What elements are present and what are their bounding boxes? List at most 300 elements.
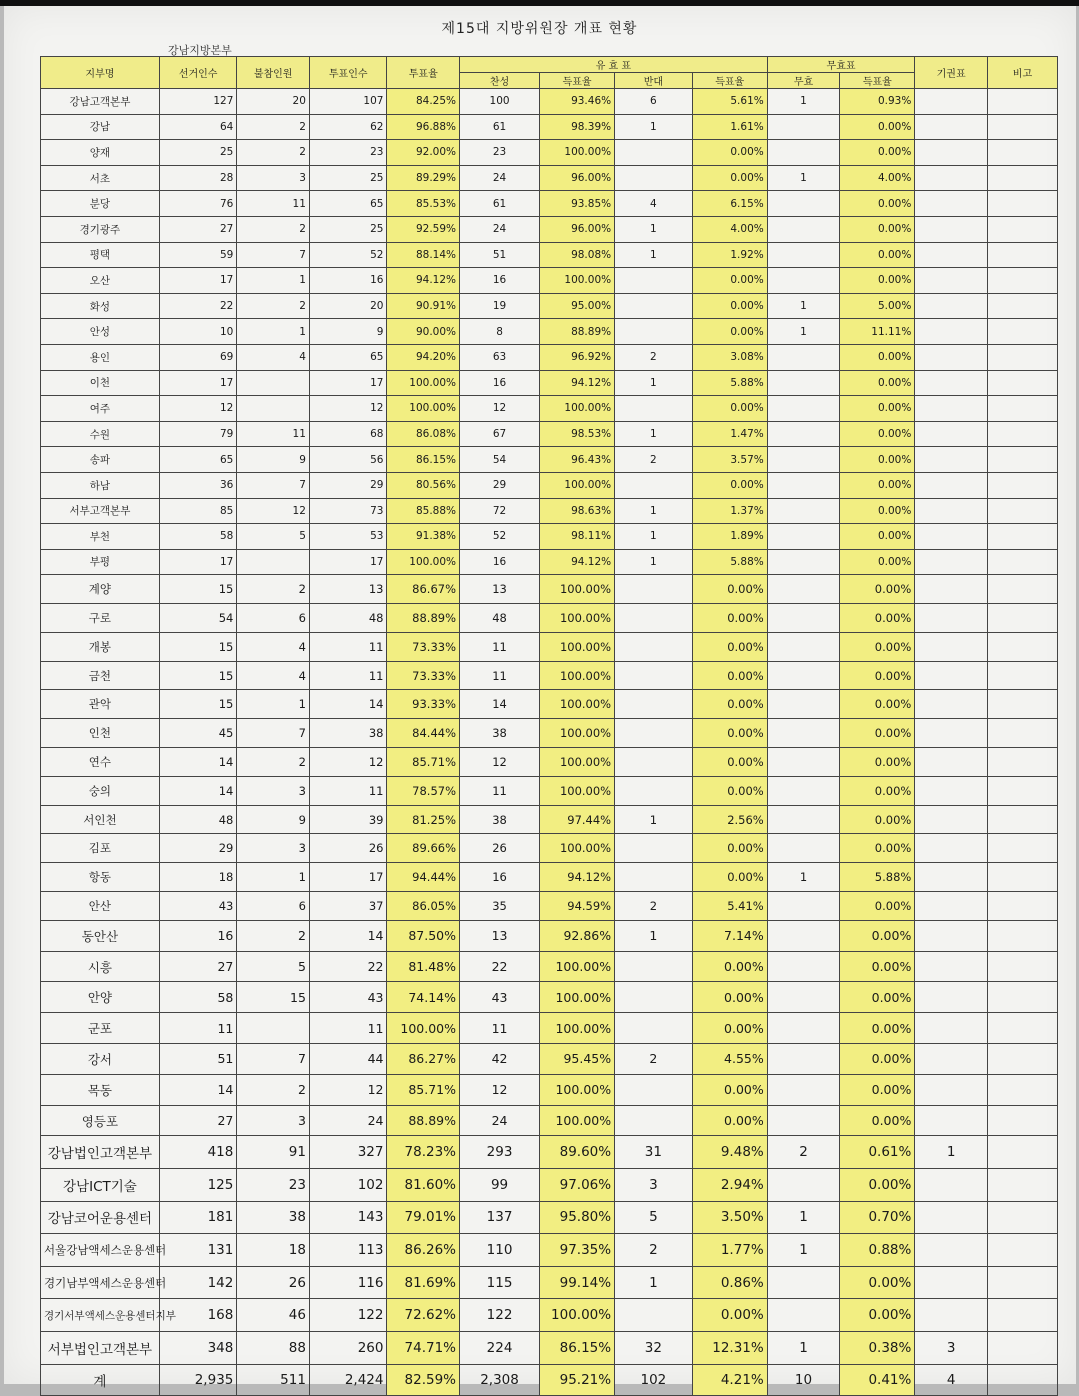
electorate-cell: 69 <box>159 344 237 370</box>
invalid-rate-cell: 0.00% <box>840 549 915 575</box>
approve-rate-cell: 98.08% <box>540 242 615 268</box>
invalid-rate-cell: 11.11% <box>840 319 915 345</box>
oppose-cell: 32 <box>615 1331 693 1364</box>
turnout-cell: 72.62% <box>387 1299 460 1332</box>
absent-cell: 7 <box>237 1044 310 1075</box>
absent-cell: 46 <box>237 1299 310 1332</box>
invalid-count-cell <box>767 1105 840 1136</box>
electorate-cell: 18 <box>159 863 237 892</box>
table-row <box>41 498 1058 524</box>
branch-name-cell: 강서 <box>41 1044 160 1075</box>
turnout-cell: 81.60% <box>387 1169 460 1202</box>
remarks-cell <box>987 1013 1057 1044</box>
voters-cell: 56 <box>309 447 387 473</box>
branch-name-cell: 수원 <box>41 421 160 447</box>
invalid-rate-cell: 0.00% <box>840 1074 915 1105</box>
approve-cell: 99 <box>460 1169 540 1202</box>
approve-rate-cell: 100.00% <box>540 1299 615 1332</box>
turnout-cell: 87.50% <box>387 920 460 951</box>
table-body <box>41 89 1058 1396</box>
table-row <box>41 1136 1058 1169</box>
table-row <box>41 1331 1058 1364</box>
table-row <box>41 216 1058 242</box>
approve-rate-cell: 100.00% <box>540 719 615 748</box>
approve-cell: 293 <box>460 1136 540 1169</box>
remarks-cell <box>987 632 1057 661</box>
turnout-cell: 81.69% <box>387 1266 460 1299</box>
approve-cell: 13 <box>460 920 540 951</box>
table-row <box>41 268 1058 294</box>
branch-name-cell: 부천 <box>41 524 160 550</box>
oppose-rate-cell: 0.00% <box>692 1013 767 1044</box>
electorate-cell: 14 <box>159 776 237 805</box>
oppose-rate-cell: 1.47% <box>692 421 767 447</box>
approve-rate-cell: 88.89% <box>540 319 615 345</box>
approve-rate-cell: 100.00% <box>540 140 615 166</box>
remarks-cell <box>987 982 1057 1013</box>
table-row <box>41 834 1058 863</box>
approve-cell: 16 <box>460 549 540 575</box>
branch-name-cell: 연수 <box>41 748 160 777</box>
oppose-rate-cell: 0.00% <box>692 1105 767 1136</box>
abstain-cell <box>915 549 988 575</box>
turnout-cell: 92.59% <box>387 216 460 242</box>
header-branch: 지부명 <box>41 57 160 89</box>
table-row <box>41 1044 1058 1075</box>
absent-cell: 23 <box>237 1169 310 1202</box>
abstain-cell <box>915 1169 988 1202</box>
abstain-cell <box>915 1105 988 1136</box>
electorate-cell: 15 <box>159 632 237 661</box>
invalid-count-cell <box>767 447 840 473</box>
branch-name-cell: 숭의 <box>41 776 160 805</box>
approve-cell: 26 <box>460 834 540 863</box>
electorate-cell: 11 <box>159 1013 237 1044</box>
electorate-cell: 58 <box>159 524 237 550</box>
branch-name-cell: 김포 <box>41 834 160 863</box>
invalid-count-cell: 2 <box>767 1136 840 1169</box>
invalid-count-cell <box>767 114 840 140</box>
electorate-cell: 76 <box>159 191 237 217</box>
abstain-cell <box>915 165 988 191</box>
table-row <box>41 344 1058 370</box>
remarks-cell <box>987 834 1057 863</box>
turnout-cell: 85.88% <box>387 498 460 524</box>
table-row <box>41 1074 1058 1105</box>
electorate-cell: 125 <box>159 1169 237 1202</box>
branch-name-cell: 인천 <box>41 719 160 748</box>
invalid-count-cell: 1 <box>767 89 840 115</box>
remarks-cell <box>987 776 1057 805</box>
invalid-count-cell: 1 <box>767 293 840 319</box>
branch-name-cell: 여주 <box>41 396 160 422</box>
oppose-rate-cell: 0.00% <box>692 268 767 294</box>
approve-cell: 22 <box>460 951 540 982</box>
abstain-cell <box>915 776 988 805</box>
oppose-cell <box>615 982 693 1013</box>
voters-cell: 11 <box>309 1013 387 1044</box>
invalid-count-cell <box>767 498 840 524</box>
remarks-cell <box>987 498 1057 524</box>
total-approve-cell: 2,308 <box>460 1364 540 1395</box>
table-row <box>41 549 1058 575</box>
invalid-count-cell <box>767 1299 840 1332</box>
turnout-cell: 85.53% <box>387 191 460 217</box>
electorate-cell: 17 <box>159 370 237 396</box>
electorate-cell: 59 <box>159 242 237 268</box>
branch-name-cell: 송파 <box>41 447 160 473</box>
approve-cell: 16 <box>460 370 540 396</box>
approve-rate-cell: 95.00% <box>540 293 615 319</box>
approve-rate-cell: 94.59% <box>540 892 615 921</box>
voters-cell: 17 <box>309 549 387 575</box>
branch-name-cell: 서인천 <box>41 805 160 834</box>
approve-rate-cell: 97.06% <box>540 1169 615 1202</box>
oppose-rate-cell: 6.15% <box>692 191 767 217</box>
oppose-rate-cell: 7.14% <box>692 920 767 951</box>
table-row <box>41 370 1058 396</box>
branch-name-cell: 양재 <box>41 140 160 166</box>
approve-cell: 137 <box>460 1201 540 1234</box>
voters-cell: 11 <box>309 632 387 661</box>
approve-cell: 122 <box>460 1299 540 1332</box>
electorate-cell: 64 <box>159 114 237 140</box>
invalid-count-cell <box>767 776 840 805</box>
turnout-cell: 100.00% <box>387 396 460 422</box>
abstain-cell <box>915 447 988 473</box>
oppose-rate-cell: 0.00% <box>692 632 767 661</box>
oppose-rate-cell: 0.00% <box>692 604 767 633</box>
oppose-rate-cell: 0.86% <box>692 1266 767 1299</box>
approve-rate-cell: 97.35% <box>540 1234 615 1267</box>
invalid-rate-cell: 5.88% <box>840 863 915 892</box>
oppose-rate-cell: 0.00% <box>692 319 767 345</box>
oppose-cell: 1 <box>615 421 693 447</box>
header-invalid: 무효표 <box>767 57 915 73</box>
approve-cell: 24 <box>460 216 540 242</box>
oppose-cell <box>615 863 693 892</box>
abstain-cell <box>915 293 988 319</box>
voters-cell: 143 <box>309 1201 387 1234</box>
electorate-cell: 181 <box>159 1201 237 1234</box>
oppose-cell <box>615 1013 693 1044</box>
electorate-cell: 16 <box>159 920 237 951</box>
oppose-cell <box>615 293 693 319</box>
header-absent: 불참인원 <box>237 57 310 89</box>
turnout-cell: 78.23% <box>387 1136 460 1169</box>
abstain-cell <box>915 1266 988 1299</box>
invalid-rate-cell: 0.00% <box>840 1299 915 1332</box>
oppose-cell <box>615 632 693 661</box>
absent-cell: 26 <box>237 1266 310 1299</box>
voters-cell: 9 <box>309 319 387 345</box>
oppose-rate-cell: 0.00% <box>692 748 767 777</box>
branch-name-cell: 서울강남액세스운용센터 <box>41 1234 160 1267</box>
table-row <box>41 1266 1058 1299</box>
approve-rate-cell: 100.00% <box>540 834 615 863</box>
approve-rate-cell: 89.60% <box>540 1136 615 1169</box>
absent-cell: 2 <box>237 748 310 777</box>
oppose-rate-cell: 0.00% <box>692 1074 767 1105</box>
invalid-rate-cell: 0.00% <box>840 216 915 242</box>
invalid-rate-cell: 0.00% <box>840 370 915 396</box>
branch-name-cell: 군포 <box>41 1013 160 1044</box>
approve-rate-cell: 98.11% <box>540 524 615 550</box>
voters-cell: 43 <box>309 982 387 1013</box>
branch-name-cell: 계양 <box>41 575 160 604</box>
approve-cell: 11 <box>460 776 540 805</box>
table-row <box>41 982 1058 1013</box>
absent-cell: 1 <box>237 268 310 294</box>
turnout-cell: 74.14% <box>387 982 460 1013</box>
total-turnout-cell: 82.59% <box>387 1364 460 1395</box>
invalid-count-cell: 1 <box>767 165 840 191</box>
invalid-rate-cell: 0.00% <box>840 982 915 1013</box>
invalid-rate-cell: 0.00% <box>840 632 915 661</box>
electorate-cell: 48 <box>159 805 237 834</box>
absent-cell: 11 <box>237 421 310 447</box>
header-approve: 찬성 <box>460 73 540 89</box>
abstain-cell <box>915 1074 988 1105</box>
approve-cell: 29 <box>460 472 540 498</box>
header-electorate: 선거인수 <box>159 57 237 89</box>
approve-cell: 48 <box>460 604 540 633</box>
turnout-cell: 85.71% <box>387 1074 460 1105</box>
invalid-count-cell: 1 <box>767 863 840 892</box>
oppose-rate-cell: 0.00% <box>692 661 767 690</box>
oppose-cell <box>615 719 693 748</box>
absent-cell: 5 <box>237 951 310 982</box>
branch-name-cell: 이천 <box>41 370 160 396</box>
remarks-cell <box>987 293 1057 319</box>
table-row <box>41 1105 1058 1136</box>
turnout-cell: 86.05% <box>387 892 460 921</box>
absent-cell: 2 <box>237 1074 310 1105</box>
oppose-cell: 1 <box>615 242 693 268</box>
invalid-count-cell: 1 <box>767 1201 840 1234</box>
invalid-count-cell <box>767 661 840 690</box>
branch-name-cell: 구로 <box>41 604 160 633</box>
absent-cell: 2 <box>237 216 310 242</box>
abstain-cell <box>915 748 988 777</box>
branch-name-cell: 강남코어운용센터 <box>41 1201 160 1234</box>
approve-rate-cell: 100.00% <box>540 1105 615 1136</box>
abstain-cell <box>915 805 988 834</box>
abstain-cell <box>915 191 988 217</box>
invalid-count-cell <box>767 920 840 951</box>
invalid-count-cell <box>767 982 840 1013</box>
oppose-rate-cell: 0.00% <box>692 472 767 498</box>
abstain-cell <box>915 719 988 748</box>
total-abstain-cell: 4 <box>915 1364 988 1395</box>
header-oppose: 반대 <box>615 73 693 89</box>
invalid-rate-cell: 4.00% <box>840 165 915 191</box>
oppose-cell: 5 <box>615 1201 693 1234</box>
branch-name-cell: 시흥 <box>41 951 160 982</box>
oppose-rate-cell: 2.94% <box>692 1169 767 1202</box>
abstain-cell <box>915 951 988 982</box>
abstain-cell <box>915 690 988 719</box>
oppose-cell <box>615 690 693 719</box>
abstain-cell <box>915 1201 988 1234</box>
oppose-rate-cell: 2.56% <box>692 805 767 834</box>
approve-rate-cell: 100.00% <box>540 1074 615 1105</box>
remarks-cell <box>987 748 1057 777</box>
voters-cell: 16 <box>309 268 387 294</box>
abstain-cell <box>915 1013 988 1044</box>
approve-rate-cell: 93.46% <box>540 89 615 115</box>
remarks-cell <box>987 892 1057 921</box>
remarks-cell <box>987 863 1057 892</box>
abstain-cell <box>915 370 988 396</box>
remarks-cell <box>987 191 1057 217</box>
remarks-cell <box>987 447 1057 473</box>
oppose-cell <box>615 748 693 777</box>
voters-cell: 73 <box>309 498 387 524</box>
approve-cell: 24 <box>460 1105 540 1136</box>
oppose-cell: 1 <box>615 498 693 524</box>
table-row <box>41 524 1058 550</box>
absent-cell: 7 <box>237 472 310 498</box>
invalid-rate-cell: 0.00% <box>840 748 915 777</box>
turnout-cell: 93.33% <box>387 690 460 719</box>
approve-cell: 12 <box>460 1074 540 1105</box>
abstain-cell <box>915 982 988 1013</box>
invalid-rate-cell: 0.00% <box>840 1266 915 1299</box>
branch-name-cell: 평택 <box>41 242 160 268</box>
turnout-cell: 84.44% <box>387 719 460 748</box>
remarks-cell <box>987 344 1057 370</box>
invalid-rate-cell: 0.00% <box>840 524 915 550</box>
absent-cell: 9 <box>237 447 310 473</box>
approve-rate-cell: 97.44% <box>540 805 615 834</box>
approve-rate-cell: 96.00% <box>540 216 615 242</box>
branch-name-cell: 하남 <box>41 472 160 498</box>
table-row <box>41 661 1058 690</box>
table-row <box>41 1013 1058 1044</box>
header-valid: 유 효 표 <box>460 57 768 73</box>
approve-rate-cell: 100.00% <box>540 748 615 777</box>
table-row <box>41 892 1058 921</box>
invalid-count-cell <box>767 805 840 834</box>
approve-cell: 54 <box>460 447 540 473</box>
remarks-cell <box>987 370 1057 396</box>
turnout-cell: 94.12% <box>387 268 460 294</box>
oppose-cell: 3 <box>615 1169 693 1202</box>
voters-cell: 102 <box>309 1169 387 1202</box>
oppose-cell <box>615 834 693 863</box>
voters-cell: 52 <box>309 242 387 268</box>
turnout-cell: 86.08% <box>387 421 460 447</box>
table-row <box>41 1234 1058 1267</box>
approve-cell: 19 <box>460 293 540 319</box>
table-row <box>41 191 1058 217</box>
oppose-cell: 1 <box>615 805 693 834</box>
branch-name-cell: 서부고객본부 <box>41 498 160 524</box>
approve-cell: 12 <box>460 748 540 777</box>
absent-cell: 3 <box>237 1105 310 1136</box>
table-row <box>41 140 1058 166</box>
voters-cell: 65 <box>309 344 387 370</box>
remarks-cell <box>987 268 1057 294</box>
absent-cell <box>237 396 310 422</box>
branch-name-cell: 강남법인고객본부 <box>41 1136 160 1169</box>
abstain-cell <box>915 242 988 268</box>
table-row <box>41 165 1058 191</box>
remarks-cell <box>987 421 1057 447</box>
oppose-cell: 1 <box>615 370 693 396</box>
table-row <box>41 863 1058 892</box>
invalid-rate-cell: 0.00% <box>840 920 915 951</box>
approve-cell: 61 <box>460 114 540 140</box>
branch-name-cell: 서부법인고객본부 <box>41 1331 160 1364</box>
invalid-rate-cell: 0.00% <box>840 472 915 498</box>
header-remarks: 비고 <box>987 57 1057 89</box>
turnout-cell: 91.38% <box>387 524 460 550</box>
voters-cell: 14 <box>309 920 387 951</box>
invalid-count-cell <box>767 1266 840 1299</box>
absent-cell <box>237 549 310 575</box>
turnout-cell: 96.88% <box>387 114 460 140</box>
electorate-cell: 65 <box>159 447 237 473</box>
turnout-cell: 81.25% <box>387 805 460 834</box>
invalid-count-cell <box>767 421 840 447</box>
remarks-cell <box>987 1266 1057 1299</box>
table-row <box>41 776 1058 805</box>
oppose-rate-cell: 0.00% <box>692 834 767 863</box>
invalid-rate-cell: 0.00% <box>840 344 915 370</box>
invalid-rate-cell: 0.00% <box>840 776 915 805</box>
electorate-cell: 36 <box>159 472 237 498</box>
remarks-cell <box>987 1105 1057 1136</box>
voters-cell: 48 <box>309 604 387 633</box>
header-invalid-rate: 득표율 <box>840 73 915 89</box>
turnout-cell: 86.27% <box>387 1044 460 1075</box>
invalid-count-cell <box>767 191 840 217</box>
table-row <box>41 748 1058 777</box>
oppose-rate-cell: 1.89% <box>692 524 767 550</box>
remarks-cell <box>987 1234 1057 1267</box>
branch-name-cell: 경기남부액세스운용센터 <box>41 1266 160 1299</box>
turnout-cell: 88.89% <box>387 1105 460 1136</box>
electorate-cell: 15 <box>159 661 237 690</box>
absent-cell: 12 <box>237 498 310 524</box>
oppose-cell: 2 <box>615 447 693 473</box>
electorate-cell: 27 <box>159 1105 237 1136</box>
absent-cell: 7 <box>237 242 310 268</box>
invalid-count-cell <box>767 604 840 633</box>
remarks-cell <box>987 690 1057 719</box>
electorate-cell: 29 <box>159 834 237 863</box>
header-invalid-count: 무효 <box>767 73 840 89</box>
invalid-rate-cell: 0.00% <box>840 805 915 834</box>
invalid-rate-cell: 0.00% <box>840 661 915 690</box>
electorate-cell: 131 <box>159 1234 237 1267</box>
oppose-rate-cell: 1.77% <box>692 1234 767 1267</box>
electorate-cell: 17 <box>159 268 237 294</box>
voters-cell: 25 <box>309 165 387 191</box>
electorate-cell: 51 <box>159 1044 237 1075</box>
electorate-cell: 28 <box>159 165 237 191</box>
invalid-rate-cell: 0.00% <box>840 268 915 294</box>
abstain-cell <box>915 396 988 422</box>
invalid-rate-cell: 0.00% <box>840 242 915 268</box>
voters-cell: 53 <box>309 524 387 550</box>
abstain-cell: 1 <box>915 1136 988 1169</box>
oppose-rate-cell: 3.08% <box>692 344 767 370</box>
branch-name-cell: 경기광주 <box>41 216 160 242</box>
oppose-rate-cell: 0.00% <box>692 140 767 166</box>
